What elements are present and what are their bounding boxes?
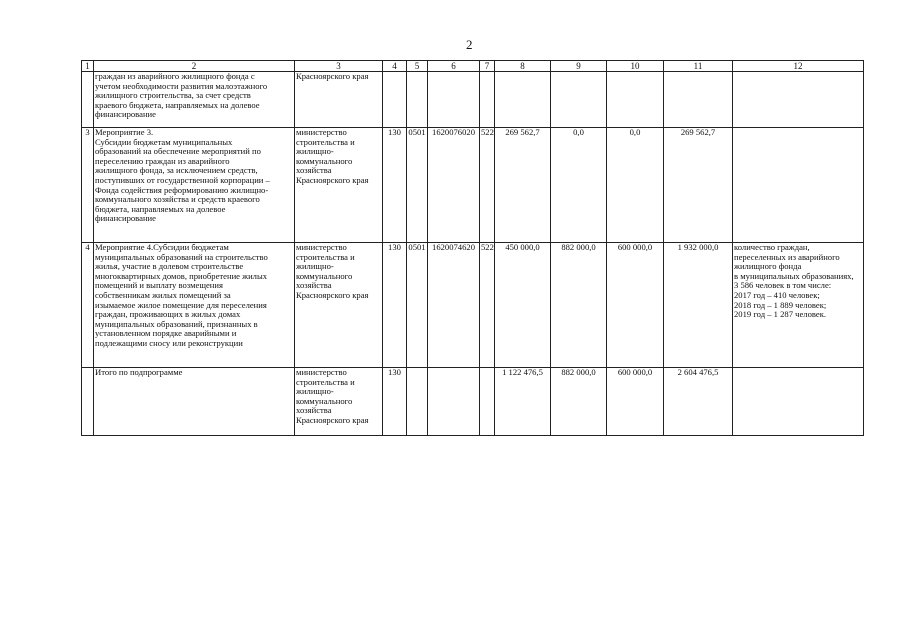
name-line: коммунального хозяйства и средств краевого <box>95 194 260 205</box>
executor-line: строительства и <box>296 376 355 387</box>
result-line: в муниципальных образованиях, <box>734 270 854 281</box>
executor-line: хозяйства <box>296 280 332 291</box>
name-line: бюджета, направляемых на долевое <box>95 203 226 214</box>
amount-total: 269 562,7 <box>664 128 733 243</box>
executor-line: хозяйства <box>296 165 332 176</box>
code-section: 0501 <box>407 243 428 368</box>
name-line: многоквартирных домов, приобретение жилых <box>95 270 268 281</box>
name-line: муниципальных образований на строительство <box>95 251 268 262</box>
code-section <box>407 368 428 436</box>
name-line: изымаемое жилое помещение для переселения <box>95 299 267 310</box>
executor-line: Красноярского края <box>296 174 369 185</box>
name-line: жилищного строительства, за счет средств <box>95 90 251 101</box>
result-line: 2019 год – 1 287 человек. <box>734 309 827 320</box>
name-line: поступивших от государственной корпорации – <box>95 174 270 185</box>
executor-line: Красноярского края <box>296 414 369 425</box>
amount-year-1 <box>495 72 551 128</box>
header-row <box>82 61 864 72</box>
header-cell: 2 <box>94 61 295 72</box>
page-number: 2 <box>466 37 473 52</box>
activity-name <box>94 368 295 436</box>
amount-year-2: 0,0 <box>551 128 607 243</box>
executor-line: строительства и <box>296 136 355 147</box>
name-line: финансирование <box>95 109 156 120</box>
table-row <box>82 243 864 368</box>
code-expense-type <box>480 72 495 128</box>
amount-year-3 <box>607 72 664 128</box>
executor-line: министерство <box>296 367 347 377</box>
result-line: жилищного фонда <box>734 261 802 272</box>
amount-year-3: 600 000,0 <box>607 243 664 368</box>
executor-line: хозяйства <box>296 405 332 416</box>
header-cell: 5 <box>407 61 428 72</box>
code-target <box>428 72 480 128</box>
activity-name <box>94 72 295 128</box>
code-grbs: 130 <box>383 368 407 436</box>
code-section <box>407 72 428 128</box>
name-line: муниципальных образований, признанных в <box>95 318 258 329</box>
name-line: финансирование <box>95 213 156 224</box>
row-number: 4 <box>82 243 94 368</box>
code-section: 0501 <box>407 128 428 243</box>
amount-year-1: 450 000,0 <box>495 243 551 368</box>
executor <box>295 72 383 128</box>
name-line: Субсидии бюджетам муниципальных <box>95 136 233 147</box>
executor-line: коммунального <box>296 395 353 406</box>
header-cell: 12 <box>733 61 864 72</box>
table-row <box>82 72 864 128</box>
executor-line: коммунального <box>296 270 353 281</box>
activity-name <box>94 243 295 368</box>
executor-line: Красноярского края <box>296 71 369 81</box>
name-line: Мероприятие 4.Субсидии бюджетам <box>95 242 229 252</box>
result-line: переселенных из аварийного <box>734 251 840 262</box>
executor-line: строительства и <box>296 251 355 262</box>
amount-year-3: 0,0 <box>607 128 664 243</box>
code-grbs: 130 <box>383 128 407 243</box>
table-row <box>82 368 864 436</box>
row-number: 3 <box>82 128 94 243</box>
header-cell: 9 <box>551 61 607 72</box>
amount-total: 1 932 000,0 <box>664 243 733 368</box>
header-cell: 10 <box>607 61 664 72</box>
header-cell: 11 <box>664 61 733 72</box>
code-expense-type <box>480 368 495 436</box>
amount-year-2 <box>551 72 607 128</box>
name-line: граждан, проживающих в жилых домах <box>95 309 241 320</box>
amount-total: 2 604 476,5 <box>664 368 733 436</box>
expected-result <box>733 128 864 243</box>
name-line: Фонда содействия реформированию жилищно- <box>95 184 269 195</box>
amount-year-2: 882 000,0 <box>551 368 607 436</box>
executor <box>295 128 383 243</box>
executor-line: министерство <box>296 127 347 137</box>
executor-line: жилищно- <box>296 146 334 157</box>
header-cell: 6 <box>428 61 480 72</box>
name-line: Итого по подпрограмме <box>95 367 183 377</box>
name-line: переселению граждан из аварийного <box>95 155 230 166</box>
executor-line: коммунального <box>296 155 353 166</box>
row-number <box>82 72 94 128</box>
row-number <box>82 368 94 436</box>
name-line: собственникам жилых помещений за <box>95 289 231 300</box>
code-grbs: 130 <box>383 243 407 368</box>
name-line: помещений и выплату возмещения <box>95 280 223 291</box>
amount-total <box>664 72 733 128</box>
result-line: 2018 год – 1 889 человек; <box>734 299 827 310</box>
amount-year-3: 600 000,0 <box>607 368 664 436</box>
executor <box>295 243 383 368</box>
activity-name <box>94 128 295 243</box>
amount-year-1: 1 122 476,5 <box>495 368 551 436</box>
table-row <box>82 128 864 243</box>
name-line: учетом необходимости развития малоэтажного <box>95 80 268 91</box>
header-cell: 7 <box>480 61 495 72</box>
expected-result <box>733 72 864 128</box>
result-line: количество граждан, <box>734 242 810 252</box>
executor <box>295 368 383 436</box>
expected-result <box>733 243 864 368</box>
amount-year-2: 882 000,0 <box>551 243 607 368</box>
code-target <box>428 368 480 436</box>
expected-result <box>733 368 864 436</box>
code-expense-type: 522 <box>480 128 495 243</box>
name-line: жилья, участие в долевом строительстве <box>95 261 244 272</box>
name-line: образований на обеспечение мероприятий по <box>95 146 261 157</box>
name-line: граждан из аварийного жилищного фонда с <box>95 71 255 81</box>
header-cell: 4 <box>383 61 407 72</box>
name-line: установленном порядке аварийными и <box>95 328 237 339</box>
result-line: 2017 год – 410 человек; <box>734 289 820 300</box>
header-cell: 1 <box>82 61 94 72</box>
name-line: жилищного фонда, за исключением средств, <box>95 165 258 176</box>
code-grbs <box>383 72 407 128</box>
executor-line: Красноярского края <box>296 289 369 300</box>
result-line: 3 586 человек в том числе: <box>734 280 832 291</box>
code-target: 1620074620 <box>428 243 480 368</box>
name-line: краевого бюджета, направляемых на долевое <box>95 99 260 110</box>
program-table <box>81 60 864 436</box>
code-expense-type: 522 <box>480 243 495 368</box>
executor-line: жилищно- <box>296 261 334 272</box>
amount-year-1: 269 562,7 <box>495 128 551 243</box>
code-target: 1620076020 <box>428 128 480 243</box>
name-line: подлежащими сносу или реконструкции <box>95 337 243 348</box>
executor-line: жилищно- <box>296 386 334 397</box>
header-cell: 3 <box>295 61 383 72</box>
header-cell: 8 <box>495 61 551 72</box>
executor-line: министерство <box>296 242 347 252</box>
name-line: Мероприятие 3. <box>95 127 154 137</box>
